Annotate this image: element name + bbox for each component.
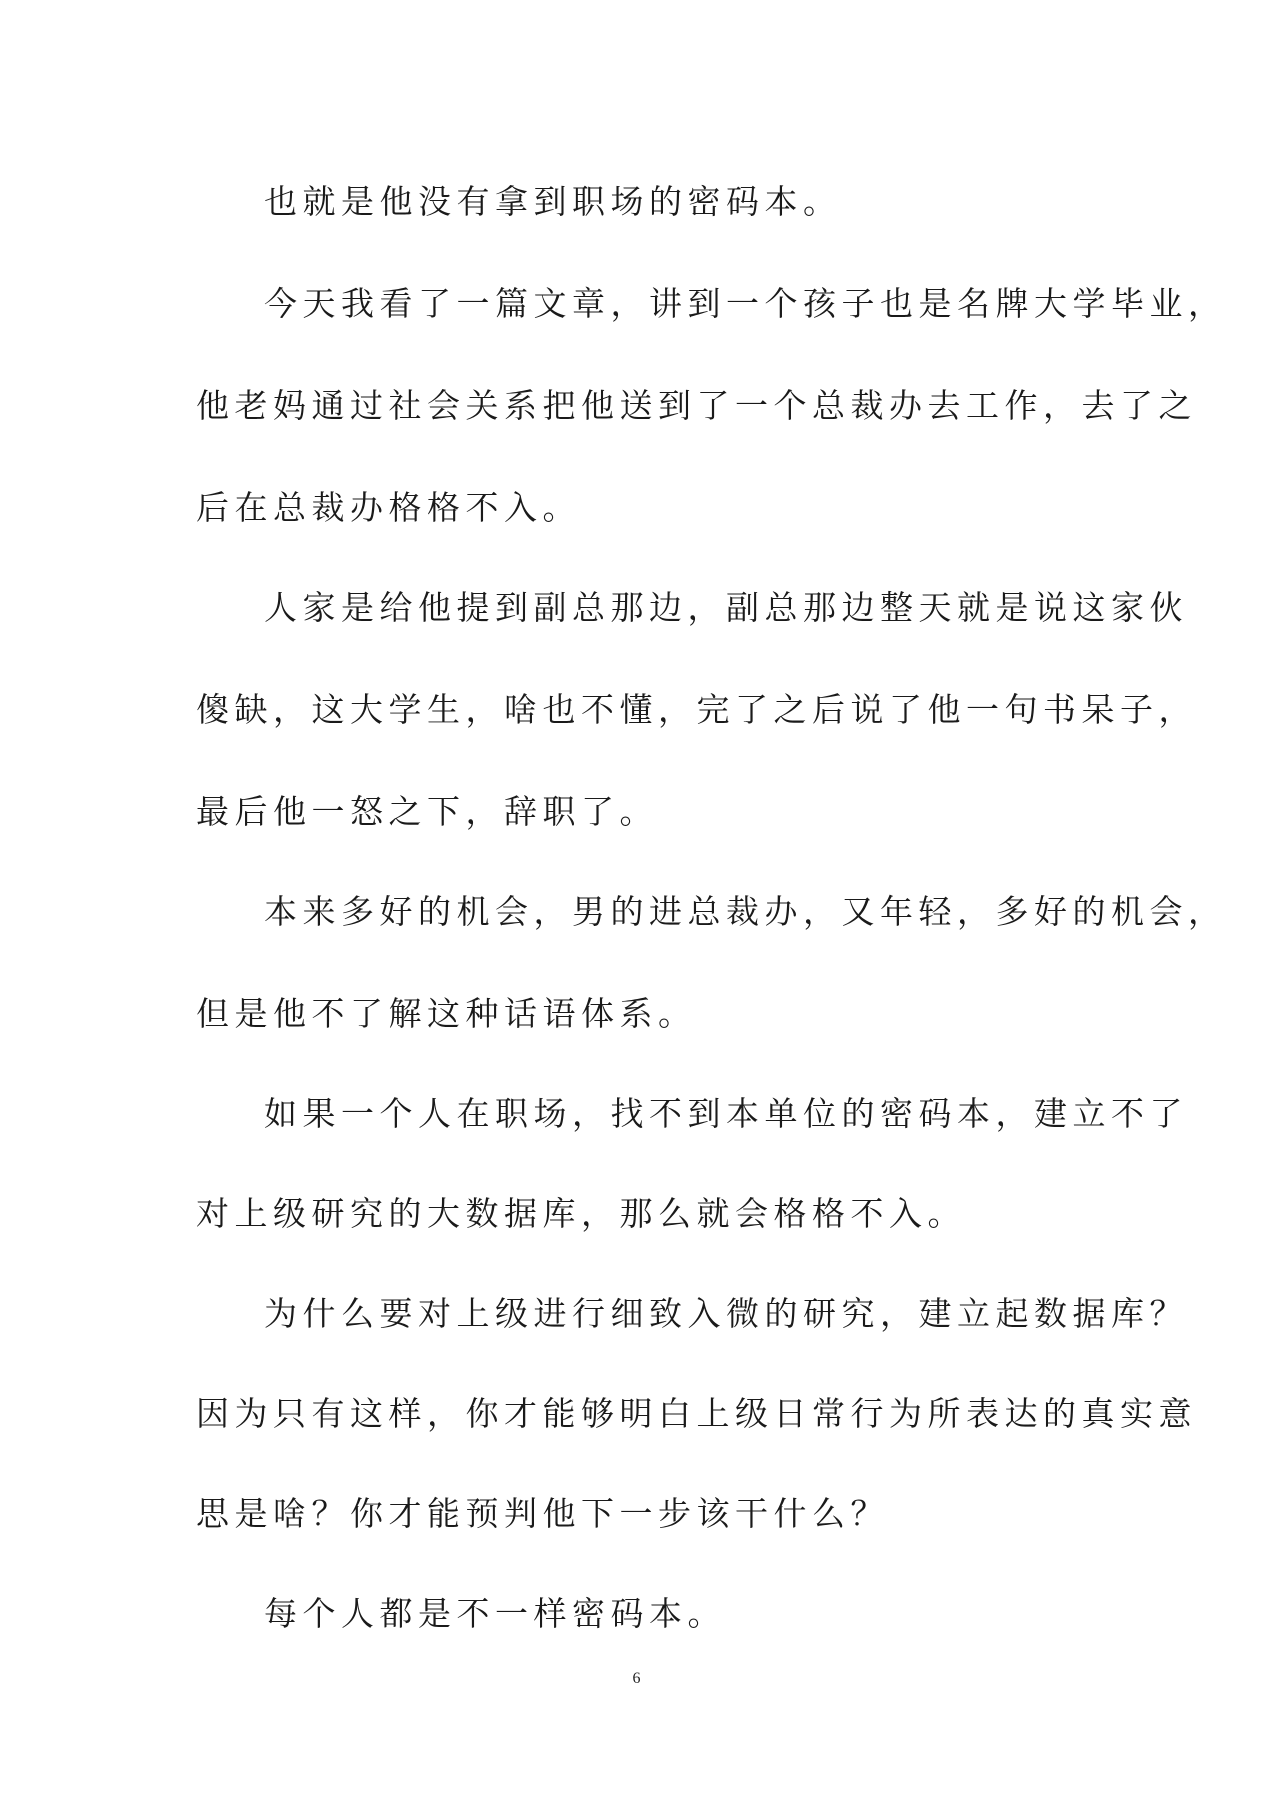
text-line: 他老妈通过社会关系把他送到了一个总裁办去工作，去了之 — [196, 386, 1197, 425]
text-line: 因为只有这样，你才能够明白上级日常行为所表达的真实意 — [196, 1394, 1197, 1433]
text-line: 人家是给他提到副总那边，副总那边整天就是说这家伙 — [264, 588, 1188, 627]
text-line: 后在总裁办格格不入。 — [196, 488, 581, 527]
text-line: 思是啥？你才能预判他下一步该干什么？ — [196, 1494, 889, 1533]
text-line: 但是他不了解这种话语体系。 — [196, 994, 697, 1033]
text-line: 对上级研究的大数据库，那么就会格格不入。 — [196, 1194, 966, 1233]
page-number: 6 — [632, 1670, 641, 1687]
text-line: 每个人都是不一样密码本。 — [264, 1594, 726, 1633]
text-line: 也就是他没有拿到职场的密码本。 — [264, 182, 842, 221]
text-line: 今天我看了一篇文章，讲到一个孩子也是名牌大学毕业， — [264, 284, 1227, 323]
text-line: 如果一个人在职场，找不到本单位的密码本，建立不了 — [264, 1094, 1188, 1133]
text-line: 傻缺，这大学生，啥也不懂，完了之后说了他一句书呆子， — [196, 690, 1197, 729]
text-line: 本来多好的机会，男的进总裁办，又年轻，多好的机会， — [264, 892, 1227, 931]
text-line: 为什么要对上级进行细致入微的研究，建立起数据库？ — [264, 1294, 1188, 1333]
text-line: 最后他一怒之下，辞职了。 — [196, 792, 658, 831]
